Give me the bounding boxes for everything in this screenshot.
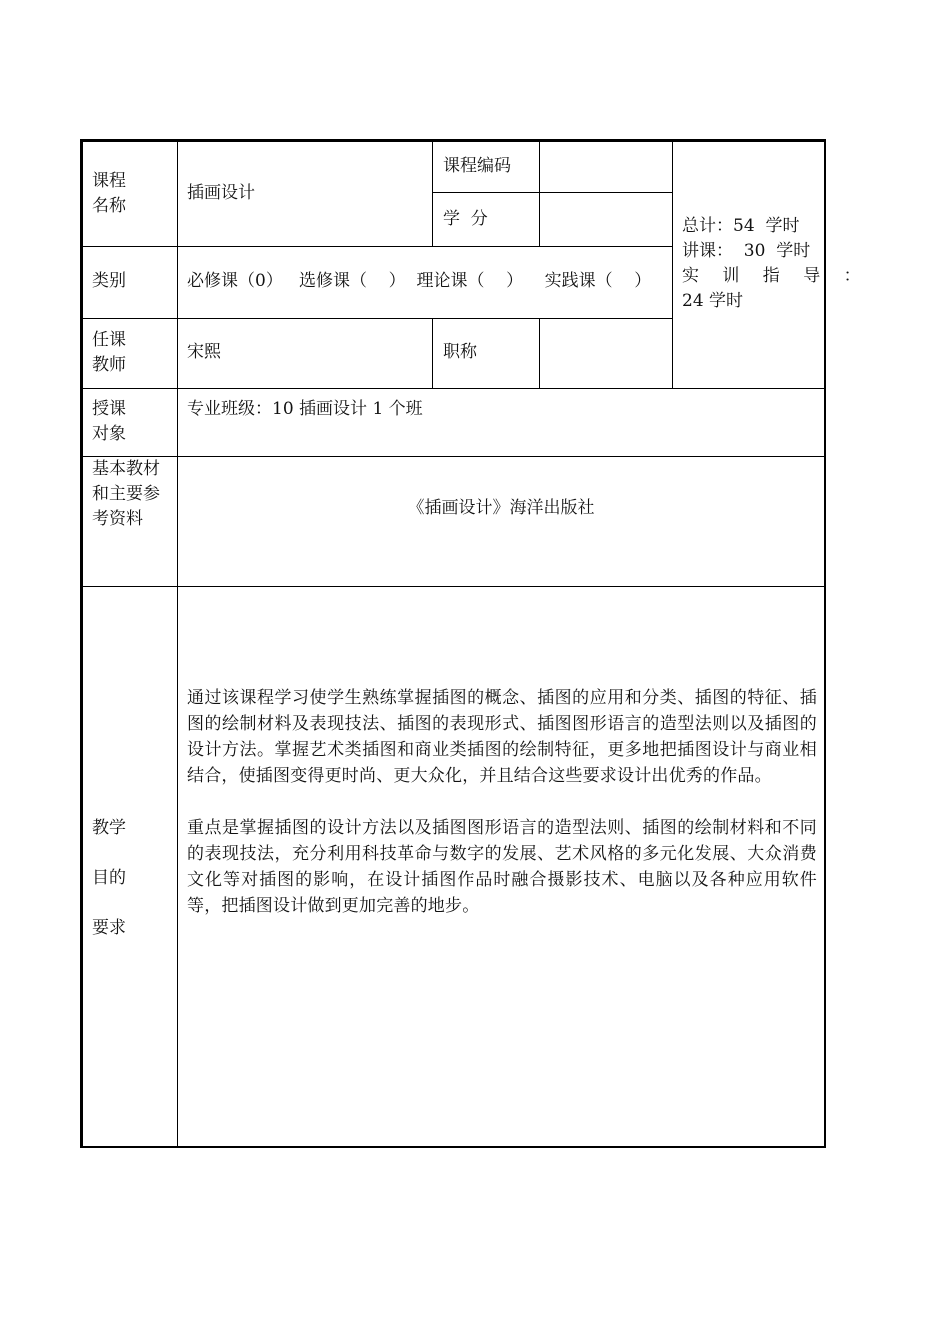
grid-line	[82, 586, 824, 587]
goals-paragraph-1: 通过该课程学习使学生熟练掌握插图的概念、插图的应用和分类、插图的特征、插图的绘制材料及表现技法、插图的表现形式、插图图形语言的造型法则以及插图的设计方法。掌握艺术类插图和商业类插图的绘制特征，更多地把插图设计与商业相结合，使插图变得更时尚、更大众化，并且结合这些要求设计出优秀的作品。	[187, 688, 817, 786]
grid-line	[82, 456, 824, 457]
grid-line	[82, 388, 824, 389]
course-name-value: 插画设计	[187, 183, 255, 203]
category-value: 必修课（0） 选修课（ ） 理论课（ ） 实践课（ ）	[187, 271, 652, 291]
materials-value: 《插画设计》海洋出版社	[407, 498, 595, 518]
goals-label-3: 要求	[92, 918, 126, 938]
grid-line	[82, 318, 672, 319]
teacher-value: 宋熙	[187, 342, 221, 362]
goals-content	[187, 685, 817, 919]
target-label: 授课 对象	[92, 399, 126, 444]
grid-line	[432, 192, 672, 193]
hours-lecture: 讲课： 30 学时	[682, 241, 811, 261]
goals-paragraph-2: 重点是掌握插图的设计方法以及插图图形语言的造型法则、插图的绘制材料和不同的表现技法，充分利用科技革命与数字的发展、艺术风格的多元化发展、大众消费文化等对插图的影响，在设计插图作品时融合摄影技术、电脑以及各种应用软件等，把插图设计做到更加完善的地步。	[187, 818, 817, 916]
hours-total: 总计：54 学时	[682, 216, 800, 236]
grid-line	[539, 141, 540, 247]
grid-line	[672, 141, 673, 388]
materials-label: 基本教材 和主要参 考资料	[92, 459, 160, 529]
grid-line	[432, 318, 433, 388]
course-name-label: 课程 名称	[92, 171, 126, 216]
hours-practice-label	[682, 264, 870, 289]
goals-label-1: 教学	[92, 818, 126, 838]
course-code-label: 课程编码	[443, 156, 511, 176]
hours-practice-value: 24 学时	[682, 291, 744, 311]
grid-line	[539, 318, 540, 388]
practice-label-text: 实 训 指 导 ：	[682, 266, 870, 286]
target-value: 专业班级：10 插画设计 1 个班	[187, 399, 423, 419]
grid-line	[432, 141, 433, 247]
grid-line	[177, 141, 178, 1147]
goals-label-2: 目的	[92, 868, 126, 888]
job-title-label: 职称	[443, 342, 477, 362]
grid-line	[82, 246, 672, 247]
credit-label: 学 分	[443, 209, 488, 229]
category-label: 类别	[92, 271, 126, 291]
teacher-label: 任课 教师	[92, 330, 126, 375]
